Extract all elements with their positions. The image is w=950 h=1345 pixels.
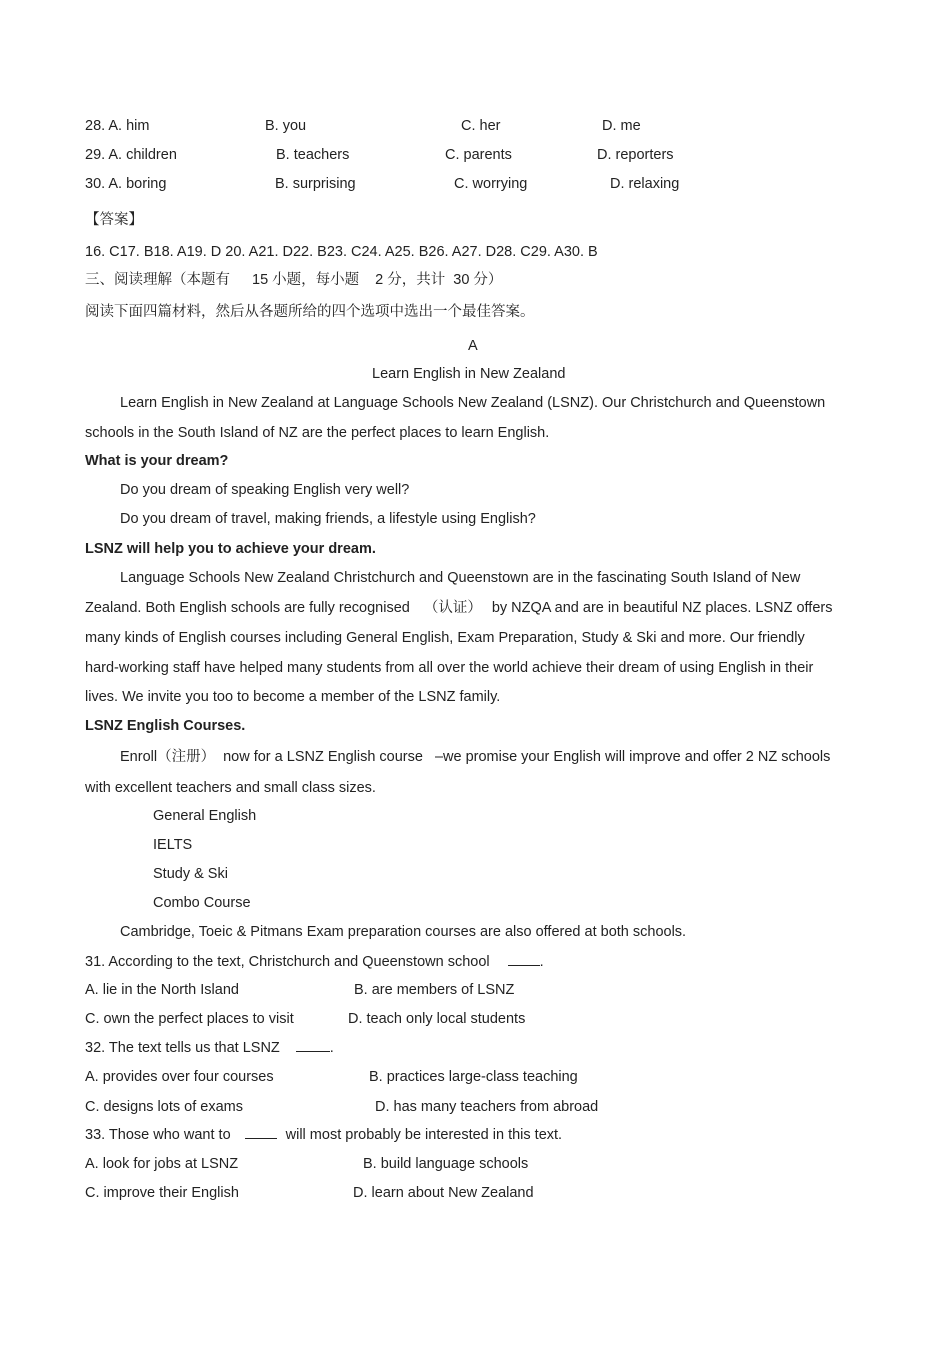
answer-line: 16. C17. B18. A19. D 20. A21. D22. B23. C24. A25. B26. A27. D28. C29. A30. B — [85, 244, 598, 260]
intro-line-2: schools in the South Island of NZ are the perfect places to learn English. — [85, 425, 550, 441]
body-line-3: many kinds of English courses including General English, Exam Preparation, Study & Ski and more. Our friendly — [85, 630, 805, 646]
q29-option-b: B. teachers — [276, 147, 350, 163]
q29-option-c: C. parents — [445, 147, 512, 163]
q33-option-c: C. improve their English — [85, 1185, 239, 1201]
q33-blank — [245, 1126, 277, 1139]
body-line-5: lives. We invite you too to become a member of the LSNZ family. — [85, 689, 501, 705]
q32-stem-end: . — [329, 1040, 334, 1056]
section-heading-part4: 30 分） — [453, 272, 503, 288]
q31-option-a: A. lie in the North Island — [85, 982, 239, 998]
enroll-text-c: –we promise your English will improve and offer 2 NZ schools — [434, 749, 831, 765]
heading-courses: LSNZ English Courses. — [85, 718, 246, 734]
q31-option-d: D. teach only local students — [348, 1011, 526, 1027]
q32-option-d: D. has many teachers from abroad — [375, 1099, 599, 1115]
passage-title: Learn English in New Zealand — [372, 366, 566, 382]
dream-line-2: Do you dream of travel, making friends, a lifestyle using English? — [120, 511, 536, 527]
q33-option-d: D. learn about New Zealand — [353, 1185, 534, 1201]
course-item: Study & Ski — [153, 866, 228, 882]
intro-line-1: Learn English in New Zealand at Language Schools New Zealand (LSNZ). Our Christchurch and Queenstown — [120, 395, 826, 411]
q28-option-a: 28. A. him — [85, 118, 150, 134]
q31-stem — [85, 953, 544, 971]
q33-stem-text: 33. Those who want to — [85, 1127, 231, 1143]
q28-option-d: D. me — [602, 118, 641, 134]
body-line-2c: by NZQA and are in beautiful NZ places. LSNZ offers — [491, 600, 833, 616]
course-item: IELTS — [153, 837, 193, 853]
q31-stem-text: 31. According to the text, Christchurch and Queenstown school — [85, 954, 490, 970]
q31-option-b: B. are members of LSNZ — [354, 982, 515, 998]
q31-option-c: C. own the perfect places to visit — [85, 1011, 294, 1027]
course-item: Combo Course — [153, 895, 251, 911]
q32-option-c: C. designs lots of exams — [85, 1099, 243, 1115]
q32-blank — [296, 1039, 330, 1052]
enroll-word: Enroll（注册） — [120, 749, 216, 765]
q30-option-d: D. relaxing — [610, 176, 680, 192]
enroll-text-b: now for a LSNZ English course — [223, 749, 423, 765]
body-line-2a: Zealand. Both English schools are fully recognised — [85, 600, 410, 616]
q32-option-a: A. provides over four courses — [85, 1069, 274, 1085]
q33-stem — [85, 1126, 562, 1144]
section-heading-part2: 15 小题，每小题 — [252, 272, 360, 288]
q32-option-b: B. practices large-class teaching — [369, 1069, 578, 1085]
section-heading — [85, 271, 502, 289]
gloss-recognised: （认证） — [423, 600, 482, 616]
q31-blank — [508, 953, 540, 966]
q33-option-a: A. look for jobs at LSNZ — [85, 1156, 239, 1172]
dream-line-1: Do you dream of speaking English very well? — [120, 482, 410, 498]
q28-option-b: B. you — [265, 118, 307, 134]
exam-prep-line: Cambridge, Toeic & Pitmans Exam preparation courses are also offered at both schools. — [120, 924, 687, 940]
heading-dream: What is your dream? — [85, 453, 229, 469]
q28-option-c: C. her — [461, 118, 501, 134]
q30-option-c: C. worrying — [454, 176, 528, 192]
q32-stem — [85, 1039, 334, 1057]
body-line-2 — [85, 599, 832, 617]
enroll-line-1 — [120, 748, 830, 766]
q29-option-d: D. reporters — [597, 147, 674, 163]
q31-stem-end: . — [539, 954, 544, 970]
instruction: 阅读下面四篇材料，然后从各题所给的四个选项中选出一个最佳答案。 — [85, 304, 535, 320]
heading-help: LSNZ will help you to achieve your dream. — [85, 541, 376, 557]
answer-header: 【答案】 — [85, 212, 143, 228]
q30-option-a: 30. A. boring — [85, 176, 167, 192]
q33-option-b: B. build language schools — [363, 1156, 529, 1172]
enroll-line-2: with excellent teachers and small class sizes. — [85, 780, 376, 796]
q29-option-a: 29. A. children — [85, 147, 177, 163]
q33-stem-end: will most probably be interested in this text. — [285, 1127, 563, 1143]
body-line-4: hard-working staff have helped many students from all over the world achieve their dream of using English in their — [85, 660, 814, 676]
section-heading-part3: 2 分，共计 — [375, 272, 446, 288]
body-line-1: Language Schools New Zealand Christchurch and Queenstown are in the fascinating South Island of New — [120, 570, 801, 586]
q32-stem-text: 32. The text tells us that LSNZ — [85, 1040, 280, 1056]
section-heading-part1: 三、阅读理解（本题有 — [85, 272, 230, 288]
q30-option-b: B. surprising — [275, 176, 356, 192]
course-item: General English — [153, 808, 257, 824]
passage-letter: A — [468, 338, 478, 354]
